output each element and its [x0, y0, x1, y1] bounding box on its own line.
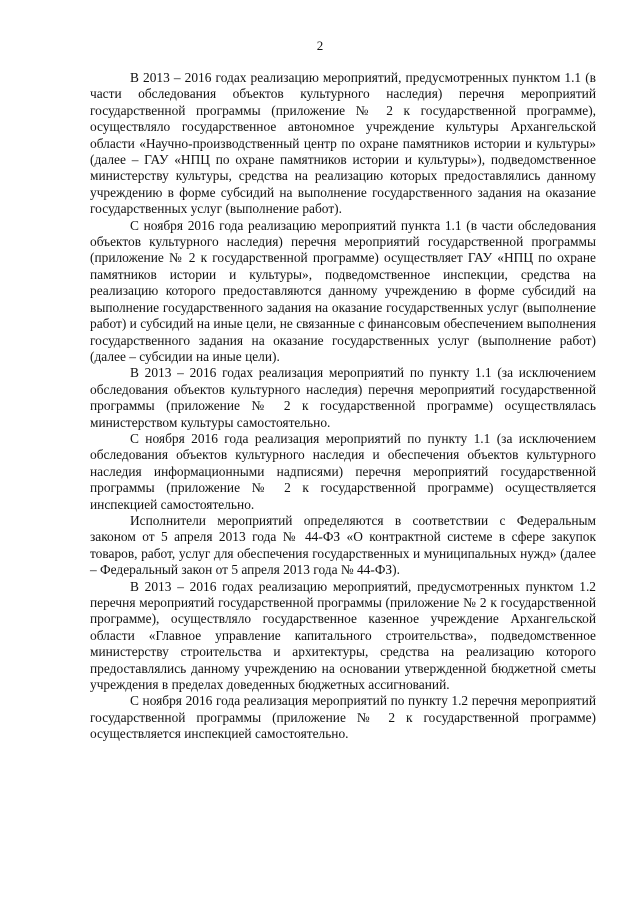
- paragraph: В 2013 – 2016 годах реализация мероприятий по пункту 1.1 (за исключением обследования объектов культурного наследия) перечня мероприятий государственной программы (приложение № 2 к государственной программе) осуществлялась министерством культуры самостоятельно.: [90, 365, 596, 430]
- document-body: [90, 70, 596, 743]
- paragraph: В 2013 – 2016 годах реализацию мероприятий, предусмотренных пунктом 1.2 перечня мероприятий государственной программы (приложение № 2 к государственной программе), осуществляло государственное казенное учреждение Архангельской области «Главное управление капитального строительства», подведомственное министерству строительства и архитектуры, средства на реализацию которого предоставлялись данному учреждению на основании утвержденной бюджетной сметы учреждения в пределах доведенных бюджетных ассигнований.: [90, 578, 596, 693]
- paragraph: С ноября 2016 года реализация мероприятий по пункту 1.1 (за исключением обследования объектов культурного наследия и обеспечения объектов культурного наследия информационными надписями) перечня мероприятий государственной программы (приложение № 2 к государственной программе) осуществляется инспекцией самостоятельно.: [90, 430, 596, 512]
- paragraph: С ноября 2016 года реализацию мероприятий пункта 1.1 (в части обследования объектов культурного наследия) перечня мероприятий государственной программы (приложение № 2 к государственной программе) осуществляет ГАУ «НПЦ по охране памятников истории и культуры», подведомственное инспекции, средства на реализацию которого предоставляются данному учреждению в форме субсидий на выполнение государственного задания на оказание государственных услуг (выполнение работ) и субсидий на иные цели, не связанные с финансовым обеспечением выполнения государственного задания на оказание государственных услуг (выполнение работ) (далее – субсидии на иные цели).: [90, 217, 596, 364]
- paragraph: Исполнители мероприятий определяются в соответствии с Федеральным законом от 5 апреля 2013 года № 44-ФЗ «О контрактной системе в сфере закупок товаров, работ, услуг для обеспечения государственных и муниципальных нужд» (далее – Федеральный закон от 5 апреля 2013 года № 44-ФЗ).: [90, 512, 596, 578]
- paragraph: В 2013 – 2016 годах реализацию мероприятий, предусмотренных пунктом 1.1 (в части обследования объектов культурного наследия) перечня мероприятий государственной программы (приложение № 2 к государственной программе), осуществляло государственное автономное учреждение культуры Архангельской области «Научно-производственный центр по охране памятников истории и культуры» (далее – ГАУ «НПЦ по охране памятников истории и культуры»), подведомственное министерству культуры, средства на реализацию которых предоставлялись данному учреждению в форме субсидий на выполнение государственного задания на оказание государственных услуг (выполнение работ).: [90, 70, 596, 217]
- page-number: 2: [316, 38, 324, 53]
- paragraph: С ноября 2016 года реализация мероприятий по пункту 1.2 перечня мероприятий государственной программы (приложение № 2 к государственной программе) осуществляется инспекцией самостоятельно.: [90, 693, 596, 742]
